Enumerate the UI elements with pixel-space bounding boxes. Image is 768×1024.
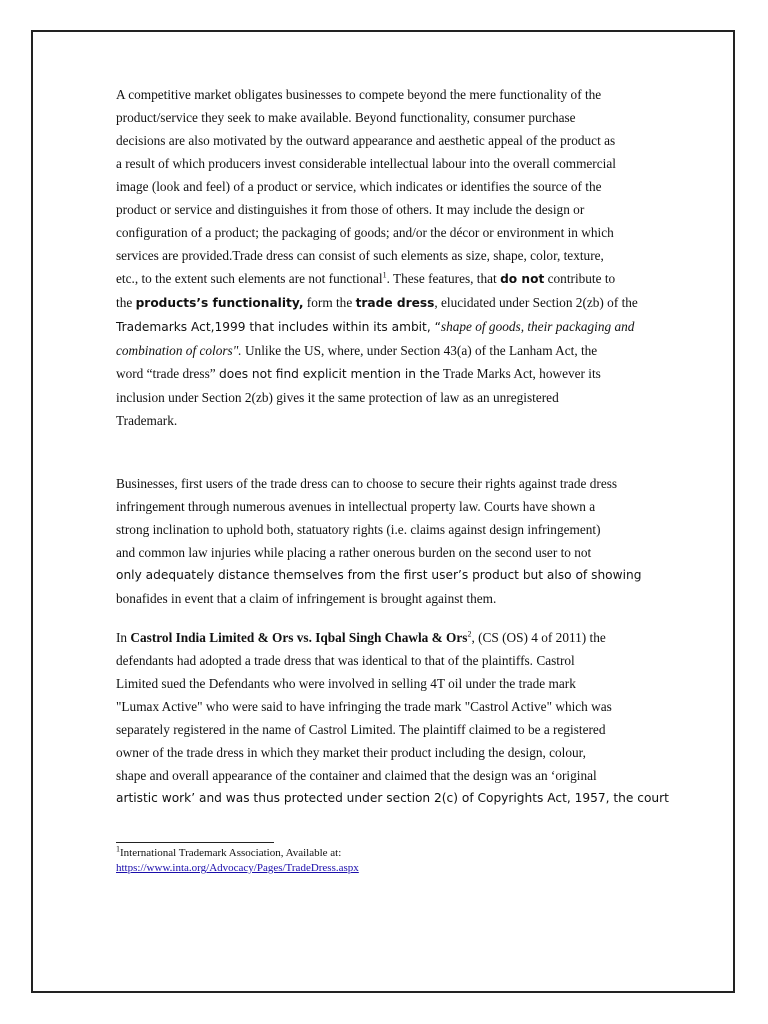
text-line: configuration of a product; the packaging of goods; and/or the décor or environment in which [116, 225, 614, 240]
footnote-text [116, 844, 342, 859]
text-line: separately registered in the name of Castrol Limited. The plaintiff claimed to be a registered [116, 722, 606, 737]
text-line [116, 626, 656, 649]
text-line: only adequately distance themselves from the first user’s product but also of showing [116, 568, 642, 582]
footnote-separator [116, 842, 274, 843]
text-line: inclusion under Section 2(zb) gives it the same protection of law as an unregistered [116, 390, 559, 405]
text-line: defendants had adopted a trade dress that was identical to that of the plaintiffs. Castrol [116, 653, 575, 668]
text-line: image (look and feel) of a product or service, which indicates or identifies the source of the [116, 179, 602, 194]
footnote-1 [116, 846, 516, 876]
text-line: infringement through numerous avenues in intellectual property law. Courts have shown a [116, 499, 596, 514]
text-run: contribute to [544, 271, 616, 286]
text-run: , (CS (OS) 4 of 2011) the [471, 630, 606, 645]
text-run: , elucidated under Section 2(zb) of the [434, 295, 638, 310]
emphasis-do-not: do not [500, 272, 545, 286]
quote-italic: shape of goods, their packaging and [440, 319, 635, 334]
text-run: the [116, 295, 136, 310]
text-line [116, 362, 656, 386]
text-line [116, 315, 656, 339]
quote-italic: combination of colors". [116, 343, 242, 358]
text-run: does not find explicit mention in the [219, 367, 440, 381]
text-line [116, 291, 656, 315]
text-line: bonafides in event that a claim of infringement is brought against them. [116, 591, 497, 606]
text-line: decisions are also motivated by the outward appearance and aesthetic appeal of the product as [116, 133, 616, 148]
text-line [116, 339, 656, 362]
text-run: Unlike the US, where, under Section 43(a) of the Lanham Act, the [241, 343, 598, 358]
text-run: . These features, that [386, 271, 501, 286]
text-line: "Lumax Active" who were said to have infringing the trade mark "Castrol Active" which was [116, 699, 612, 714]
text-run: Trademarks Act,1999 that includes within its ambit, “ [116, 320, 441, 334]
text-line: Limited sued the Defendants who were involved in selling 4T oil under the trade mark [116, 676, 576, 691]
text-line: Businesses, first users of the trade dress can to choose to secure their rights against trade dress [116, 476, 618, 491]
text-run: In [116, 630, 131, 645]
emphasis-trade-dress: trade dress [355, 296, 435, 310]
footnote-ref-1[interactable]: 1 [382, 270, 387, 280]
text-line: and common law injuries while placing a rather onerous burden on the second user to not [116, 545, 592, 560]
emphasis-functionality: products’s functionality, [135, 296, 304, 310]
text-line [116, 267, 656, 291]
text-run: word “trade dress” [116, 366, 220, 381]
text-run: Trade Marks Act, however its [439, 366, 601, 381]
footnote-label: International Trademark Association, Available at: [120, 847, 342, 859]
text-line: Trademark. [116, 413, 178, 428]
text-line: product or service and distinguishes it from those of others. It may include the design or [116, 202, 585, 217]
text-line: owner of the trade dress in which they market their product including the design, colour, [116, 745, 586, 760]
case-name: Castrol India Limited & Ors vs. Iqbal Singh Chawla & Ors [130, 630, 468, 645]
paragraph-castrol-case [116, 626, 669, 810]
text-run: etc., to the extent such elements are not functional [116, 271, 383, 286]
text-line: services are provided.Trade dress can consist of such elements as size, shape, color, texture, [116, 248, 604, 263]
text-line: shape and overall appearance of the container and claimed that the design was an ‘original [116, 768, 597, 783]
paragraph-infringement-avenues [116, 472, 656, 610]
footnote-link[interactable]: https://www.inta.org/Advocacy/Pages/TradeDress.aspx [116, 862, 359, 874]
text-line: artistic work’ and was thus protected under section 2(c) of Copyrights Act, 1957, the court [116, 791, 669, 805]
text-run: form the [303, 295, 356, 310]
text-line: A competitive market obligates businesses to compete beyond the mere functionality of the [116, 87, 602, 102]
footnote-ref-2[interactable]: 2 [467, 629, 472, 639]
footnote-marker: 1 [116, 844, 120, 854]
text-line: a result of which producers invest considerable intellectual labour into the overall commercial [116, 156, 616, 171]
text-line: product/service they seek to make available. Beyond functionality, consumer purchase [116, 110, 576, 125]
text-line: strong inclination to uphold both, statuatory rights (i.e. claims against design infringement) [116, 522, 601, 537]
paragraph-trade-dress-intro [116, 83, 656, 432]
